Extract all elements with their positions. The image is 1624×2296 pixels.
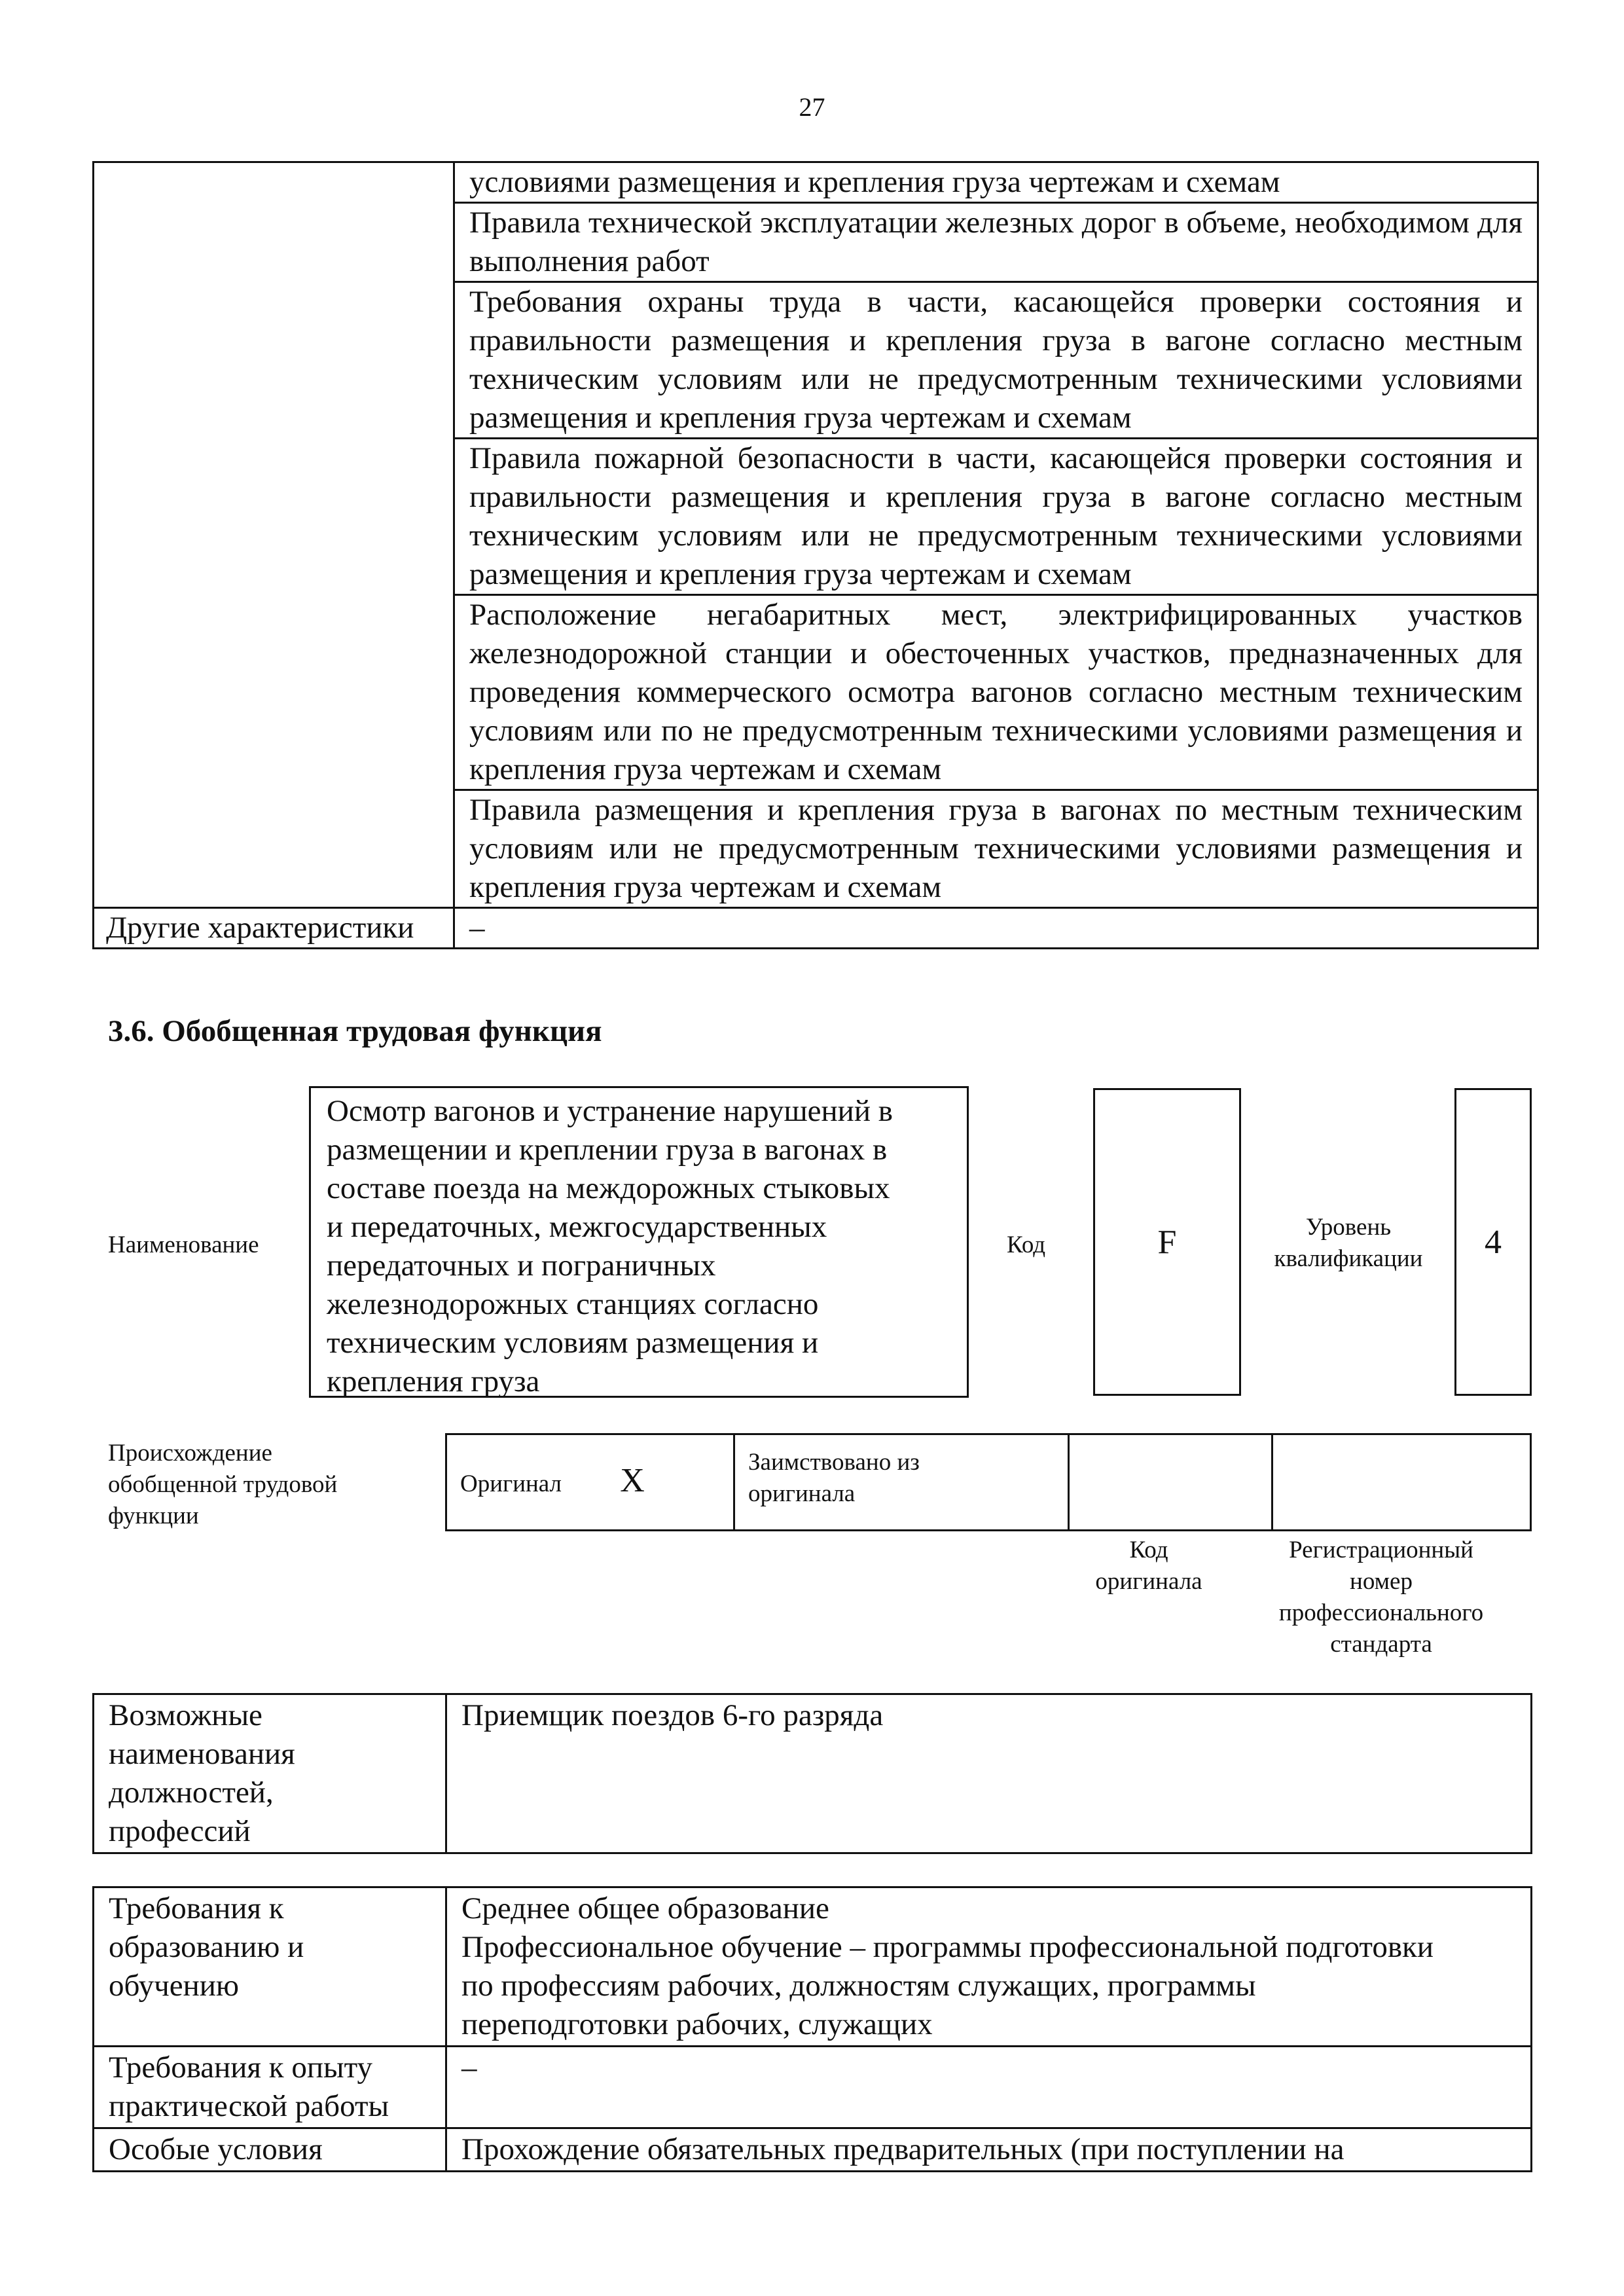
knowledge-cell: Правила технической эксплуатации железных дорог в объеме, необходимом для выполнения работ bbox=[454, 203, 1538, 282]
positions-label-line: профессий bbox=[109, 1814, 251, 1848]
knowledge-cell: Расположение негабаритных мест, электрифицированных участков железнодорожной станции и обесточенных участков, предназначенных для проведения коммерческого осмотра вагонов согласно местным техническим условиям или по не предусмотренным техническими условиями размещения и крепления груза чертежам и схемам bbox=[454, 595, 1538, 790]
section-heading: 3.6. Обобщенная трудовая функция bbox=[108, 1014, 602, 1048]
special-conditions-label: Особые условия bbox=[94, 2128, 446, 2172]
original-label: Оригинал bbox=[460, 1470, 562, 1497]
table-row bbox=[94, 1694, 1532, 1853]
function-name-line: техническим условиям размещения и bbox=[327, 1326, 819, 1360]
requirements-table bbox=[92, 1886, 1532, 2172]
knowledge-cell: Требования охраны труда в части, касающейся проверки состояния и правильности размещения и крепления груза в вагоне согласно местным техническим условиям или не предусмотренным техническими условиями размещения и крепления груза чертежам и схемам bbox=[454, 282, 1538, 439]
caption-line: Код bbox=[1129, 1537, 1168, 1563]
special-conditions-value: Прохождение обязательных предварительных (при поступлении на bbox=[446, 2128, 1532, 2172]
original-code-cell bbox=[1069, 1434, 1272, 1531]
function-name-box bbox=[309, 1086, 969, 1398]
name-label: Наименование bbox=[108, 1231, 259, 1258]
experience-label-line: Требования к опыту bbox=[109, 2050, 373, 2085]
caption-line: оригинала bbox=[1095, 1568, 1202, 1595]
other-characteristics-label: Другие характеристики bbox=[94, 908, 454, 949]
education-value-line: Профессиональное обучение – программы профессиональной подготовки bbox=[461, 1930, 1434, 1964]
function-name-line: передаточных и пограничных bbox=[327, 1248, 716, 1283]
caption-line: профессионального bbox=[1278, 1599, 1484, 1626]
education-value-line: по профессиям рабочих, должностям служащих, программы bbox=[461, 1969, 1256, 2003]
registration-number-cell bbox=[1272, 1434, 1531, 1531]
original-cell bbox=[446, 1434, 734, 1531]
origin-label-line: Происхождение bbox=[108, 1440, 272, 1467]
origin-label bbox=[108, 1438, 337, 1532]
original-code-caption bbox=[1054, 1535, 1244, 1597]
experience-value: – bbox=[446, 2047, 1532, 2128]
knowledge-cell: Правила размещения и крепления груза в вагонах по местным техническим условиям или не предусмотренным техническими условиями размещения и крепления груза чертежам и схемам bbox=[454, 790, 1538, 908]
education-label-line: обучению bbox=[109, 1969, 240, 2003]
knowledge-left-cell bbox=[94, 162, 454, 908]
function-name-line: размещении и креплении груза в вагонах в bbox=[327, 1133, 888, 1167]
table-row bbox=[94, 908, 1538, 949]
positions-value: Приемщик поездов 6-го разряда bbox=[446, 1694, 1532, 1853]
positions-label-line: наименования bbox=[109, 1737, 295, 1771]
function-name-line: и передаточных, межгосударственных bbox=[327, 1210, 827, 1244]
positions-label-line: Возможные bbox=[109, 1698, 262, 1732]
education-value-line: Среднее общее образование bbox=[461, 1891, 829, 1925]
caption-line: номер bbox=[1350, 1568, 1413, 1595]
level-label bbox=[1257, 1212, 1440, 1275]
origin-label-line: функции bbox=[108, 1503, 199, 1529]
level-label-line: Уровень bbox=[1305, 1214, 1392, 1241]
experience-label bbox=[94, 2047, 446, 2128]
borrowed-label-line: Заимствовано из bbox=[748, 1449, 920, 1476]
table-row bbox=[446, 1434, 1531, 1531]
origin-table bbox=[445, 1433, 1532, 1531]
positions-label bbox=[94, 1694, 446, 1853]
table-row bbox=[94, 2128, 1532, 2172]
caption-line: стандарта bbox=[1330, 1631, 1432, 1658]
function-name-line: крепления груза bbox=[327, 1364, 540, 1398]
positions-table bbox=[92, 1693, 1532, 1854]
qualification-level-value: 4 bbox=[1454, 1088, 1532, 1396]
original-mark: X bbox=[620, 1461, 645, 1499]
page-number: 27 bbox=[799, 92, 825, 122]
education-label-line: Требования к bbox=[109, 1891, 284, 1925]
knowledge-cell: условиями размещения и крепления груза чертежам и схемам bbox=[454, 162, 1538, 203]
education-label bbox=[94, 1887, 446, 2047]
knowledge-cell: Правила пожарной безопасности в части, касающейся проверки состояния и правильности размещения и крепления груза в вагоне согласно местным техническим условиям или не предусмотренным техническими условиями размещения и крепления груза чертежам и схемам bbox=[454, 439, 1538, 595]
table-row bbox=[94, 162, 1538, 203]
education-value bbox=[446, 1887, 1532, 2047]
function-name-line: Осмотр вагонов и устранение нарушений в bbox=[327, 1094, 893, 1128]
registration-number-caption bbox=[1244, 1535, 1519, 1660]
education-value-line: переподготовки рабочих, служащих bbox=[461, 2007, 933, 2041]
code-value: F bbox=[1093, 1088, 1241, 1396]
level-label-line: квалификации bbox=[1274, 1245, 1423, 1272]
table-row bbox=[94, 2047, 1532, 2128]
table-row bbox=[94, 1887, 1532, 2047]
positions-label-line: должностей, bbox=[109, 1776, 274, 1810]
knowledge-table bbox=[92, 161, 1539, 949]
code-label: Код bbox=[1007, 1231, 1046, 1258]
experience-label-line: практической работы bbox=[109, 2089, 389, 2123]
caption-line: Регистрационный bbox=[1289, 1537, 1473, 1563]
other-characteristics-value: – bbox=[454, 908, 1538, 949]
function-name-line: составе поезда на междорожных стыковых bbox=[327, 1171, 890, 1205]
borrowed-label-line: оригинала bbox=[748, 1480, 856, 1507]
borrowed-cell bbox=[734, 1434, 1069, 1531]
education-label-line: образованию и bbox=[109, 1930, 304, 1964]
origin-label-line: обобщенной трудовой bbox=[108, 1471, 338, 1498]
function-name-line: железнодорожных станциях согласно bbox=[327, 1287, 819, 1321]
